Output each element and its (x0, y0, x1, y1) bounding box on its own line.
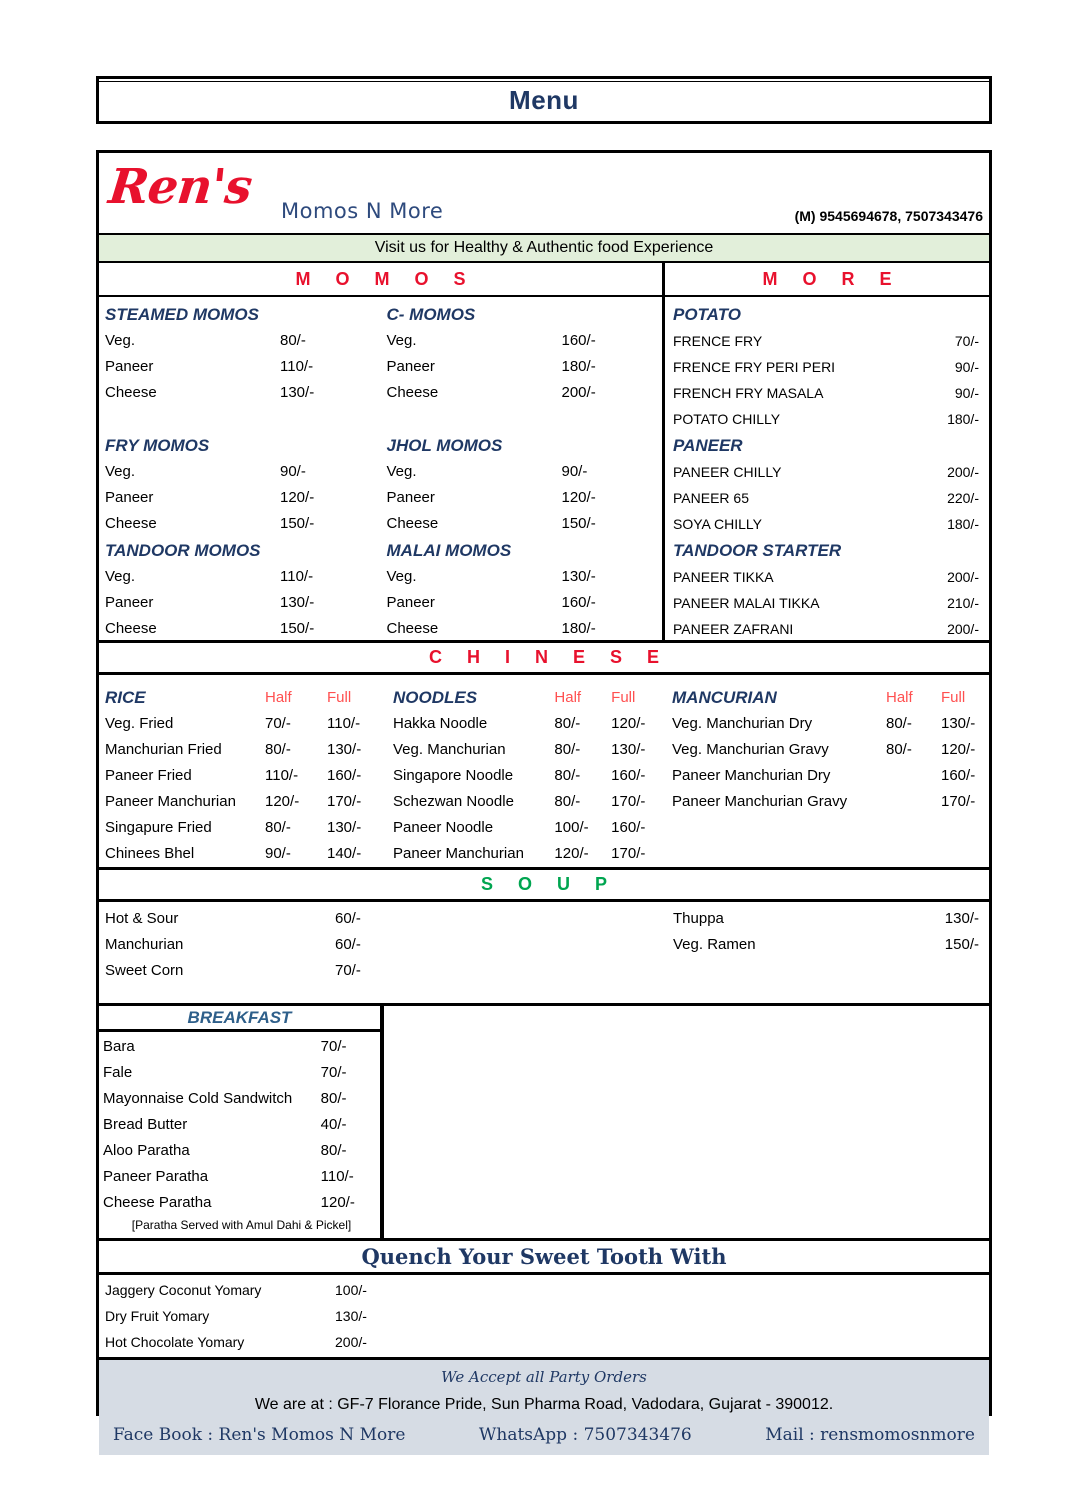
item-price-half: 120/- (554, 845, 589, 862)
menu-row (673, 906, 979, 932)
item-price: 120/- (320, 1194, 355, 1211)
item-name: Hakka Noodle (393, 715, 488, 732)
item-price: 130/- (561, 568, 596, 585)
item-name: Cheese Paratha (103, 1194, 212, 1211)
menu-row (673, 328, 979, 354)
item-name: Veg. Ramen (673, 936, 756, 953)
item-price: 180/- (561, 620, 596, 637)
item-price: 200/- (947, 569, 979, 585)
group-title: NOODLES (393, 688, 478, 707)
tagline-band: Visit us for Healthy & Authentic food Experience (99, 235, 989, 263)
menu-row (393, 841, 664, 867)
item-price: 80/- (280, 332, 306, 349)
half-label: Half (554, 689, 582, 706)
item-price-half: 120/- (265, 793, 300, 810)
item-name: Veg. (386, 568, 417, 585)
item-price-full: 130/- (327, 819, 362, 836)
menu-row (393, 763, 664, 789)
item-name: Paneer (105, 594, 154, 611)
item-price: 180/- (947, 411, 979, 427)
item-name: Chinees Bhel (105, 845, 195, 862)
item-name: PANEER ZAFRANI (673, 621, 794, 637)
item-name: FRENCE FRY PERI PERI (673, 359, 836, 375)
item-price: 90/- (280, 463, 306, 480)
item-name: Hot Chocolate Yomary (105, 1334, 245, 1350)
item-name: Veg. Manchurian Dry (672, 715, 813, 732)
group-title: PANEER (673, 436, 743, 455)
item-name: Singapore Noodle (393, 767, 514, 784)
item-price: 130/- (280, 594, 315, 611)
item-price: 70/- (320, 1064, 347, 1081)
item-price-full: 130/- (327, 741, 362, 758)
momos-column-1 (99, 301, 381, 640)
item-price: 180/- (561, 358, 596, 375)
menu-row (105, 1303, 989, 1329)
item-price: 150/- (280, 620, 315, 637)
item-name: Veg. (386, 463, 417, 480)
menu-row (105, 354, 381, 380)
item-name: Bara (103, 1038, 135, 1055)
menu-row (103, 1086, 380, 1112)
menu-row (387, 459, 663, 485)
title-inner-rule (99, 81, 989, 82)
row-spacer (387, 406, 663, 432)
momos-more-header-row (99, 263, 989, 297)
column-header (105, 685, 387, 711)
menu-row (105, 737, 387, 763)
menu-row (105, 789, 387, 815)
item-price: 70/- (335, 962, 361, 979)
menu-row (105, 815, 387, 841)
whatsapp-link[interactable]: WhatsApp : 7507343476 (478, 1425, 692, 1445)
chinese-body (99, 675, 989, 870)
breakfast-header-label: BREAKFAST (99, 1006, 380, 1032)
menu-row (672, 763, 996, 789)
item-name: Veg. (105, 568, 136, 585)
menu-row (673, 932, 979, 958)
item-name: Veg. (105, 332, 136, 349)
item-price: 120/- (280, 489, 315, 506)
breakfast-list (99, 1032, 380, 1232)
menu-row (673, 511, 979, 537)
soup-left-column (99, 906, 665, 1003)
column-header (393, 685, 664, 711)
item-name: Singapure Fried (105, 819, 212, 836)
item-name: Paneer (105, 358, 154, 375)
group-title: C- MOMOS (386, 305, 476, 324)
group-title: TANDOOR MOMOS (105, 541, 261, 560)
item-name: Bread Butter (103, 1116, 188, 1133)
item-name: Mayonnaise Cold Sandwitch (103, 1090, 293, 1107)
item-name: FRENCE FRY (673, 333, 763, 349)
menu-row (393, 737, 664, 763)
item-name: Veg. (105, 463, 136, 480)
item-price: 110/- (320, 1168, 354, 1185)
menu-row (673, 616, 979, 642)
menu-row (393, 711, 664, 737)
more-column (665, 297, 989, 640)
chinese-header-band (99, 643, 989, 675)
breakfast-column (99, 1006, 383, 1238)
menu-row (105, 906, 665, 932)
item-price-full: 170/- (327, 793, 362, 810)
item-price: 130/- (335, 1308, 367, 1324)
empty-area (384, 1006, 989, 1238)
item-name: FRENCH FRY MASALA (673, 385, 824, 401)
item-price-full: 160/- (611, 819, 646, 836)
item-price: 110/- (280, 358, 314, 375)
item-name: Paneer (105, 489, 154, 506)
item-price-full: 140/- (327, 845, 362, 862)
item-name: Paneer Manchurian (393, 845, 524, 862)
item-name: PANEER 65 (673, 490, 749, 506)
breakfast-block (99, 1006, 989, 1241)
item-price: 210/- (947, 595, 979, 611)
row-spacer (105, 406, 381, 432)
item-name: Paneer Noodle (393, 819, 494, 836)
half-label: Half (265, 689, 292, 706)
chinese-header-label: C H I N E S E (428, 647, 670, 667)
facebook-link[interactable]: Face Book : Ren's Momos N More (113, 1425, 406, 1445)
item-price: 100/- (335, 1282, 367, 1298)
item-price: 200/- (561, 384, 596, 401)
brand-phone: (M) 9545694678, 7507343476 (794, 208, 983, 224)
item-price: 120/- (561, 489, 596, 506)
group-title: TANDOOR STARTER (673, 541, 842, 560)
full-label: Full (941, 689, 966, 706)
item-price-half (886, 763, 941, 789)
group-title: POTATO (673, 305, 741, 324)
item-name: Fale (103, 1064, 133, 1081)
item-price-full: 120/- (941, 741, 976, 758)
item-price-half: 110/- (265, 767, 299, 784)
item-name: Hot & Sour (105, 910, 179, 927)
item-price-full: 170/- (611, 793, 646, 810)
item-price-half: 80/- (265, 819, 291, 836)
item-name: Thuppa (673, 910, 724, 927)
menu-row (393, 789, 664, 815)
menu-row (673, 380, 979, 406)
sweet-body (99, 1275, 989, 1360)
menu-row (673, 485, 979, 511)
item-name: Veg. Fried (105, 715, 174, 732)
menu-row (105, 763, 387, 789)
momos-body (99, 297, 989, 643)
menu-row (673, 354, 979, 380)
item-price: 90/- (561, 463, 588, 480)
more-header-label: M O R E (762, 268, 902, 289)
item-name: Jaggery Coconut Yomary (105, 1282, 262, 1298)
group-title: STEAMED MOMOS (105, 305, 259, 324)
item-price: 200/- (335, 1334, 367, 1350)
item-price-full: 160/- (611, 767, 646, 784)
item-name: PANEER CHILLY (673, 464, 782, 480)
item-price-half: 80/- (554, 715, 581, 732)
item-name: Cheese (386, 515, 439, 532)
item-price: 70/- (320, 1038, 347, 1055)
item-name: Cheese (105, 620, 157, 637)
item-price-half (886, 789, 941, 815)
soup-header-label: S O U P (480, 874, 617, 894)
item-name: Paneer (386, 489, 435, 506)
item-name: PANEER MALAI TIKKA (673, 595, 820, 611)
menu-row (387, 590, 663, 616)
soup-header-band (99, 870, 989, 902)
momos-column-2 (381, 301, 663, 640)
menu-row (387, 328, 663, 354)
momos-header-cell (99, 263, 665, 295)
menu-row (105, 841, 387, 867)
menu-row (103, 1112, 380, 1138)
item-price-half: 100/- (554, 819, 589, 836)
menu-row (105, 616, 381, 642)
item-name: Veg. (386, 332, 417, 349)
menu-row (387, 616, 663, 642)
item-name: Paneer Fried (105, 767, 192, 784)
menu-row (672, 711, 996, 737)
item-price-half: 80/- (886, 741, 912, 758)
item-price-full: 170/- (941, 793, 976, 810)
menu-row (105, 380, 381, 406)
menu-card (96, 150, 992, 1445)
group-title: MANCURIAN (672, 688, 777, 707)
soup-right-column (665, 906, 989, 1003)
sweet-header-label: Quench Your Sweet Tooth With (99, 1241, 989, 1275)
menu-row (387, 511, 663, 537)
item-price-full: 120/- (611, 715, 646, 732)
item-price-full: 130/- (941, 715, 976, 732)
item-name: Cheese (386, 384, 439, 401)
menu-row (103, 1060, 380, 1086)
item-name: Sweet Corn (105, 962, 184, 979)
menu-row (105, 459, 381, 485)
menu-row (105, 564, 381, 590)
breakfast-empty-panel (383, 1006, 989, 1238)
item-price-full: 160/- (941, 767, 976, 784)
item-name: Paneer Manchurian Dry (672, 767, 831, 784)
item-name: Cheese (105, 384, 157, 401)
group-title: RICE (105, 688, 146, 707)
item-price: 90/- (954, 359, 979, 375)
momos-columns (99, 297, 665, 640)
chinese-noodles-column (387, 685, 664, 867)
item-price-half: 80/- (554, 793, 581, 810)
footer-links (99, 1420, 989, 1450)
item-price-full: 110/- (327, 715, 361, 732)
item-name: Manchurian (105, 936, 184, 953)
item-name: Schezwan Noodle (393, 793, 514, 810)
menu-row (387, 485, 663, 511)
brand-header (99, 153, 989, 235)
menu-row (105, 1277, 989, 1303)
item-name: Cheese (105, 515, 157, 532)
soup-body (99, 902, 989, 1006)
item-price: 200/- (947, 621, 979, 637)
menu-row (105, 1329, 989, 1355)
menu-row (387, 354, 663, 380)
menu-row (673, 564, 979, 590)
brand-logo-tagline: Momos N More (281, 199, 444, 223)
item-name: Paneer (386, 594, 435, 611)
item-name: Manchurian Fried (105, 741, 222, 758)
item-price-half: 80/- (554, 741, 581, 758)
item-price: 70/- (954, 333, 979, 349)
brand-logo: Ren's (106, 159, 254, 215)
item-price-half: 80/- (886, 715, 912, 732)
breakfast-note: [Paratha Served with Amul Dahi & Pickel] (131, 1218, 352, 1232)
menu-row (103, 1034, 380, 1060)
half-label: Half (886, 689, 913, 706)
full-label: Full (327, 689, 352, 706)
item-price: 90/- (954, 385, 979, 401)
menu-row (103, 1164, 380, 1190)
item-price-full: 170/- (611, 845, 646, 862)
chinese-rice-column (99, 685, 387, 867)
menu-row (105, 711, 387, 737)
item-name: PANEER TIKKA (673, 569, 774, 585)
menu-row (105, 485, 381, 511)
item-name: Paneer Paratha (103, 1168, 209, 1185)
full-label: Full (611, 689, 636, 706)
menu-row (105, 958, 665, 984)
item-name: Paneer (386, 358, 435, 375)
item-price-half: 80/- (554, 767, 581, 784)
item-name: Veg. Manchurian Gravy (672, 741, 829, 758)
column-header (672, 685, 996, 711)
item-name: Dry Fruit Yomary (105, 1308, 210, 1324)
menu-footer (99, 1360, 989, 1455)
menu-row (103, 1138, 380, 1164)
menu-row (105, 590, 381, 616)
item-price: 60/- (335, 936, 361, 953)
menu-row (103, 1190, 380, 1216)
item-name: Paneer Manchurian (105, 793, 236, 810)
item-price: 180/- (947, 516, 979, 532)
item-price: 150/- (944, 936, 979, 953)
item-price-half: 70/- (265, 715, 291, 732)
group-title: FRY MOMOS (105, 436, 210, 455)
menu-row (673, 590, 979, 616)
item-price: 150/- (280, 515, 315, 532)
group-title: MALAI MOMOS (386, 541, 512, 560)
menu-row (105, 511, 381, 537)
item-name: Aloo Paratha (103, 1142, 190, 1159)
item-price: 60/- (335, 910, 361, 927)
menu-row (105, 932, 665, 958)
item-name: Veg. Manchurian (393, 741, 506, 758)
more-header-cell (665, 263, 989, 295)
menu-row (105, 328, 381, 354)
item-price: 160/- (561, 332, 596, 349)
item-price-full: 160/- (327, 767, 362, 784)
address-line: We are at : GF-7 Florance Pride, Sun Pharma Road, Vadodara, Gujarat - 390012. (254, 1396, 834, 1413)
item-price: 200/- (947, 464, 979, 480)
item-price: 130/- (280, 384, 315, 401)
menu-title-bar (96, 76, 992, 124)
menu-row (672, 737, 996, 763)
item-price: 80/- (320, 1090, 347, 1107)
group-title: JHOL MOMOS (386, 436, 503, 455)
item-name: SOYA CHILLY (673, 516, 762, 532)
item-price-full: 130/- (611, 741, 646, 758)
menu-row (673, 459, 979, 485)
chinese-mancurian-column (664, 685, 996, 867)
item-name: Cheese (386, 620, 439, 637)
menu-row (387, 380, 663, 406)
party-orders-note: We Accept all Party Orders (441, 1368, 647, 1386)
item-price: 110/- (280, 568, 314, 585)
menu-row (673, 406, 979, 432)
item-price: 220/- (947, 490, 979, 506)
menu-row (387, 564, 663, 590)
item-price-half: 90/- (265, 845, 291, 862)
page-title: Menu (509, 84, 579, 115)
item-price: 150/- (561, 515, 596, 532)
item-price: 130/- (944, 910, 979, 927)
item-price: 160/- (561, 594, 596, 611)
item-name: POTATO CHILLY (673, 411, 781, 427)
menu-row (393, 815, 664, 841)
item-price: 80/- (320, 1142, 347, 1159)
mail-link[interactable]: Mail : rensmomosnmore (765, 1425, 975, 1445)
item-price: 40/- (320, 1116, 347, 1133)
item-name: Paneer Manchurian Gravy (672, 793, 848, 810)
item-price-half: 80/- (265, 741, 291, 758)
momos-header-label: M O M O S (295, 268, 476, 289)
menu-row (672, 789, 996, 815)
